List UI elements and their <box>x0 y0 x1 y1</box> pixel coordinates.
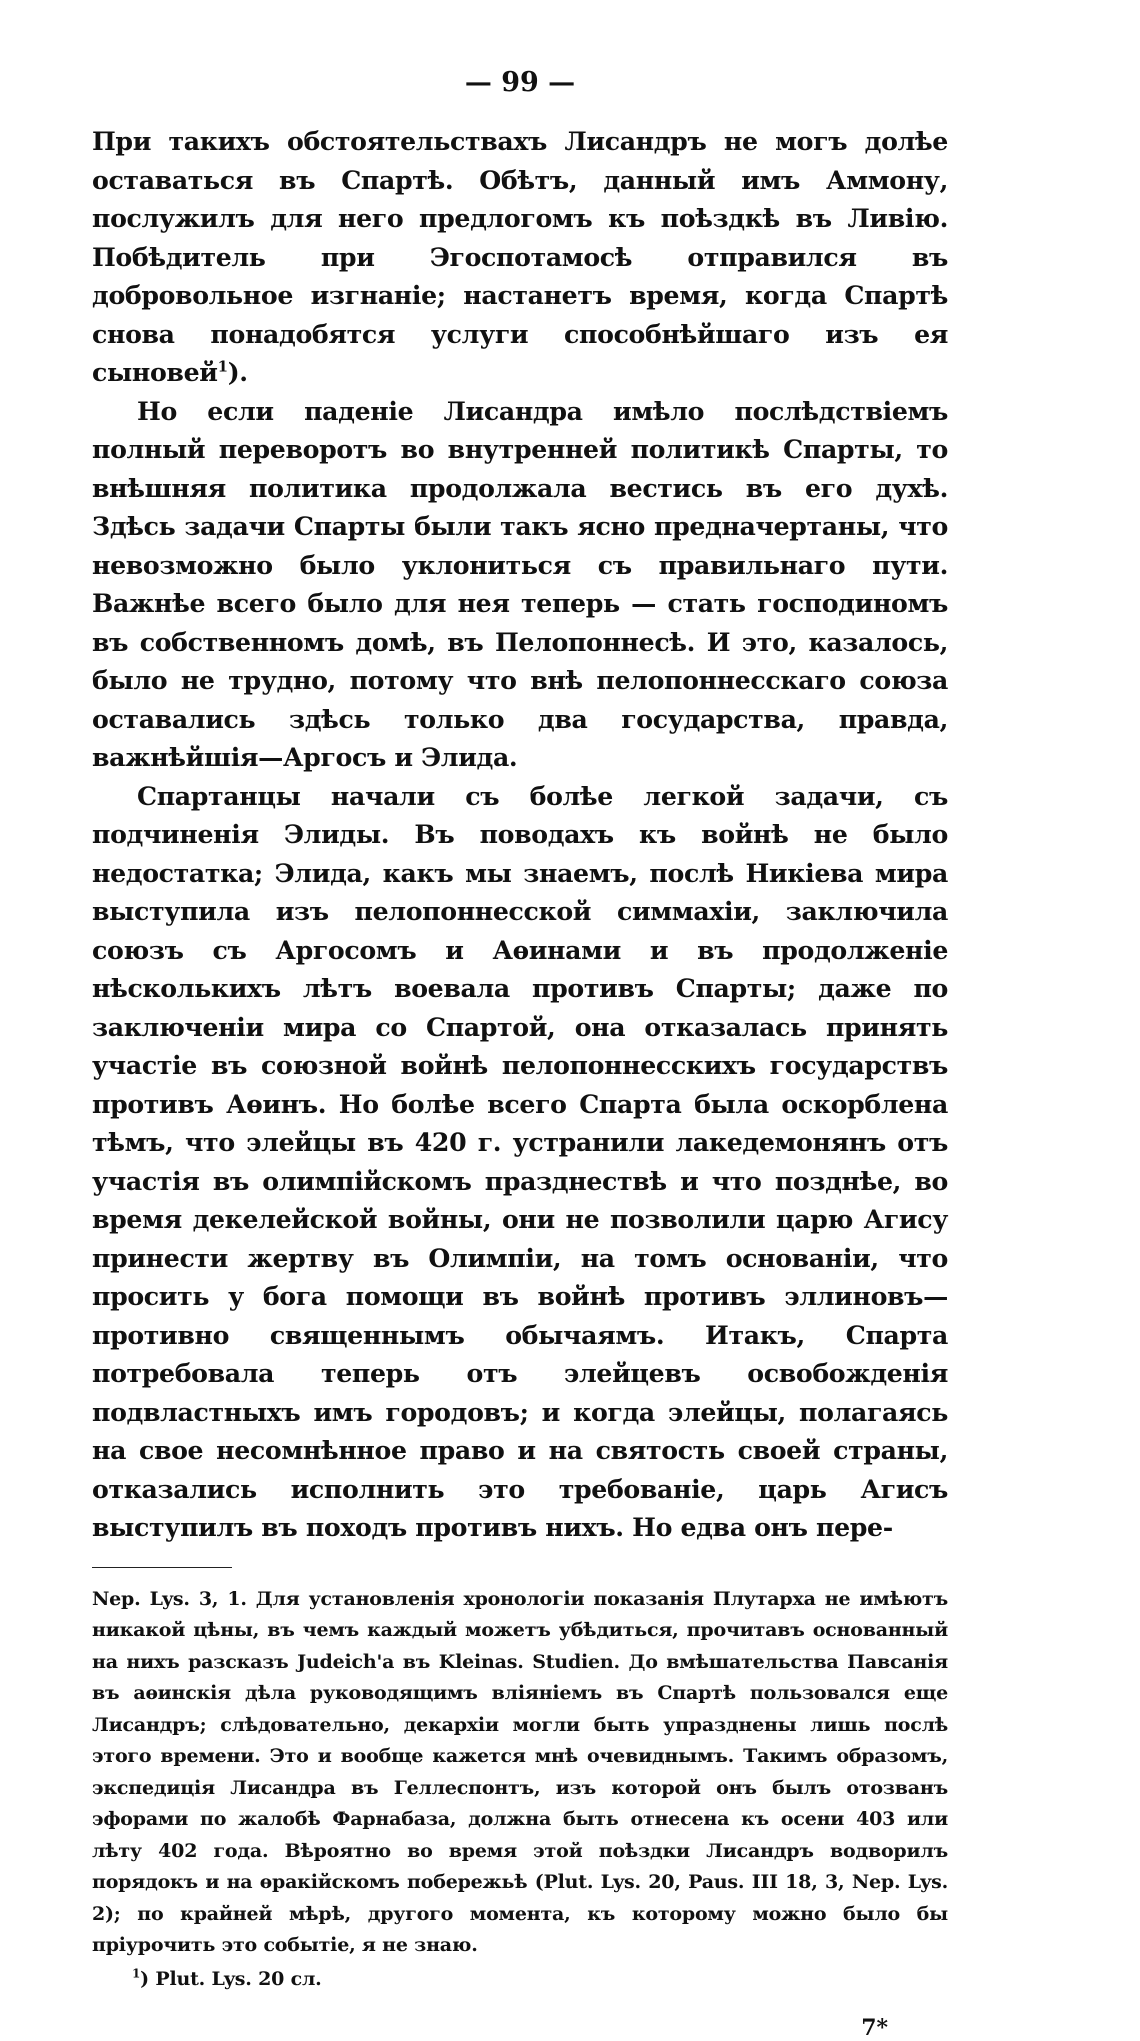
paragraph-text: Спартанцы начали съ болѣе легкой задачи, съ подчиненія Элиды. Въ поводахъ къ войнѣ не было недостатка; Элида, какъ мы знаемъ, послѣ Никіева мира выступила изъ пелопоннесской симмахіи, заключила союзъ съ Аргосомъ и Аѳинами и въ продолженіе нѣсколькихъ лѣтъ воевала противъ Спарты; даже по заключеніи мира со Спартой, она отказалась принять участіе въ союзной войнѣ пелопоннесскихъ государствъ противъ Аѳинъ. Но болѣе всего Спарта была оскорблена тѣмъ, что элейцы въ 420 г. устранили лакедемонянъ отъ участія въ олимпійскомъ празднествѣ и что позднѣе, во время декелейской войны, они не позволили царю Агису принести жертву въ Олимпіи, на томъ основаніи, что просить у бога помощи въ войнѣ противъ эллиновъ—противно священнымъ обычаямъ. Итакъ, Спарта потребовала теперь отъ элейцевъ освобожденія подвластныхъ имъ городовъ; и когда элейцы, полагаясь на свое несомнѣнное право и на святость своей страны, отказались исполнить это требованіе, царь Агисъ выступилъ въ походъ противъ нихъ. Но едва онъ пере- <box>92 780 948 1542</box>
paragraph <box>92 777 948 1547</box>
footnote-text: Nep. Lys. 3, 1. Для установленія хронологіи показанія Плутарха не имѣютъ никакой цѣны, въ чемъ каждый можетъ убѣдиться, прочитавъ основанный на нихъ разсказъ Judeich'а въ Kleinas. Studien. До вмѣшательства Павсанія въ аѳинскія дѣла руководящимъ вліяніемъ въ Спартѣ пользовался еще Лисандръ; слѣдовательно, декархіи могли быть упразднены лишь послѣ этого времени. Это и вообще кажется мнѣ очевиднымъ. Такимъ образомъ, экспедиція Лисандра въ Геллеспонтъ, изъ которой онъ былъ отозванъ эфорами по жалобѣ Фарнабаза, должна быть отнесена къ осени 403 или лѣту 402 года. Вѣроятно во время этой поѣздки Лисандръ водворилъ порядокъ и на ѳракійскомъ побережьѣ (Plut. Lys. 20, Paus. III 18, 3, Nep. Lys. 2); по крайней мѣрѣ, другого момента, къ которому можно было бы пріурочить это событіе, я не знаю. <box>92 1587 948 1956</box>
page-number: — 99 — <box>464 67 576 98</box>
paragraph <box>92 392 948 777</box>
footnote-text: ) Plut. Lys. 20 сл. <box>140 1967 322 1990</box>
signature-mark: 7* <box>861 2015 888 2041</box>
footnote-label: 1 <box>132 1966 141 1981</box>
footnote <box>92 1584 948 1962</box>
paragraph <box>92 122 948 392</box>
footnote-divider <box>92 1567 232 1568</box>
footnote <box>92 1964 948 1996</box>
footnote-reference[interactable]: 1 <box>217 357 228 376</box>
paragraph-text: Но если паденіе Лисандра имѣло послѣдствіемъ полный переворотъ во внутренней политикѣ Спарты, то внѣшняя политика продолжала вестись въ его духѣ. Здѣсь задачи Спарты были такъ ясно предначертаны, что невозможно было уклониться съ правильнаго пути. Важнѣе всего было для нея теперь — стать господиномъ въ собственномъ домѣ, въ Пелопоннесѣ. И это, казалось, было не трудно, потому что внѣ пелопоннесскаго союза оставались здѣсь только два государства, правда, важнѣйшія—Аргосъ и Элида. <box>92 395 948 772</box>
paragraph-text: При такихъ обстоятельствахъ Лисандръ не могъ долѣе оставаться въ Спартѣ. Обѣтъ, данный имъ Аммону, послужилъ для него предлогомъ къ поѣздкѣ въ Ливію. Побѣдитель при Эгоспотамосѣ отправился въ добровольное изгнаніе; настанетъ время, когда Спартѣ снова понадобятся услуги способнѣйшаго изъ ея сыновей <box>92 126 948 387</box>
main-text <box>92 122 948 1547</box>
document-page <box>92 60 948 2041</box>
footnotes <box>92 1584 948 1996</box>
paragraph-tail: ). <box>227 357 248 387</box>
